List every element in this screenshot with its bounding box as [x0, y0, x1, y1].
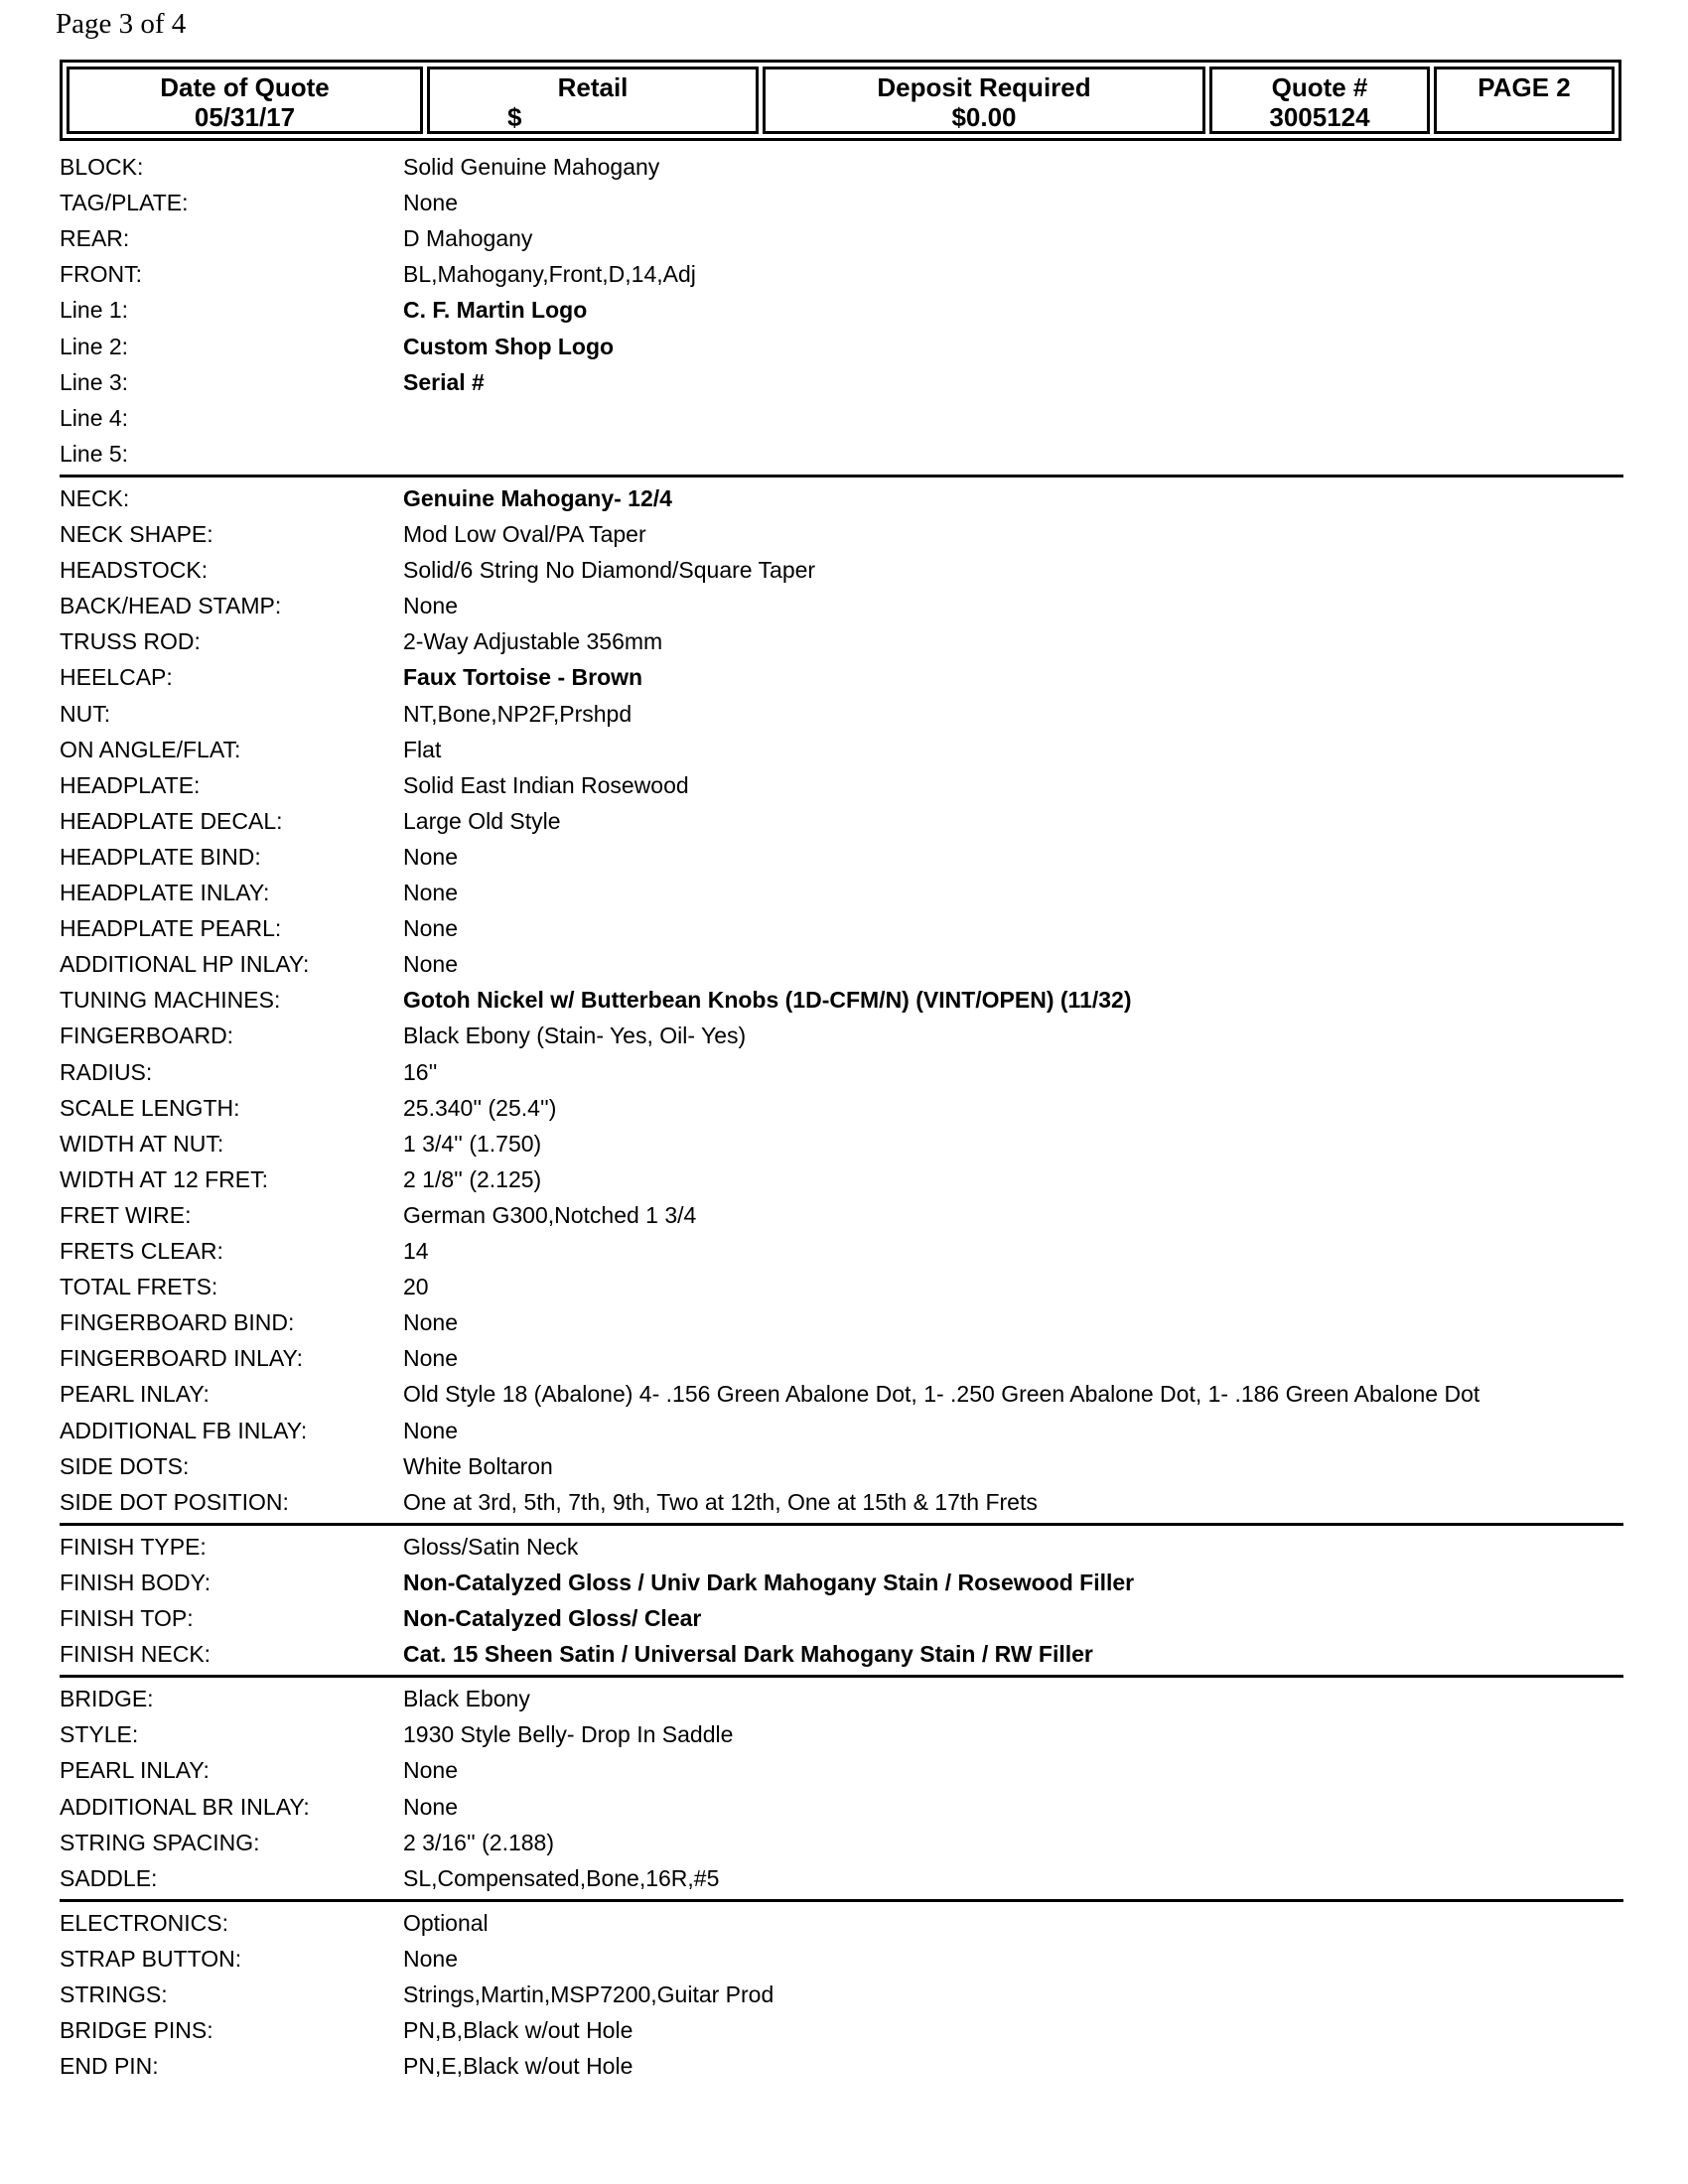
spec-label: FINISH TOP: [60, 1605, 194, 1631]
spec-label: NECK SHAPE: [60, 521, 213, 547]
retail-value: $ [507, 102, 522, 132]
spec-label: FINGERBOARD INLAY: [60, 1345, 303, 1372]
spec-label: Line 3: [60, 368, 129, 395]
spec-value: Serial # [403, 368, 485, 395]
section-divider [60, 1899, 1623, 1902]
spec-label: STYLE: [60, 1721, 139, 1748]
spec-value: Solid Genuine Mahogany [403, 154, 660, 180]
spec-value: Optional [403, 1909, 489, 1936]
spec-value: None [403, 1945, 458, 1972]
spec-label: BRIDGE PINS: [60, 2017, 213, 2044]
quote-number-cell [1209, 67, 1430, 134]
deposit-required-cell [763, 67, 1205, 134]
retail-title: Retail [557, 72, 629, 102]
spec-label: NUT: [60, 700, 111, 727]
spec-label: BACK/HEAD STAMP: [60, 593, 282, 619]
spec-label: RADIUS: [60, 1058, 153, 1085]
spec-value: None [403, 1793, 458, 1820]
spec-label: FRONT: [60, 261, 143, 288]
spec-value: Cat. 15 Sheen Satin / Universal Dark Mahogany Stain / RW Filler [403, 1641, 1093, 1668]
section-divider [60, 475, 1623, 478]
spec-value: 2-Way Adjustable 356mm [403, 628, 663, 655]
spec-label: TRUSS ROD: [60, 628, 201, 655]
quote-number-title: Quote # [1271, 72, 1368, 102]
spec-label: SIDE DOTS: [60, 1452, 190, 1479]
spec-value: Non-Catalyzed Gloss / Univ Dark Mahogany Stain / Rosewood Filler [403, 1569, 1135, 1595]
spec-label: HEADPLATE INLAY: [60, 880, 270, 905]
deposit-required-title: Deposit Required [877, 72, 1091, 102]
section-divider [60, 1523, 1623, 1526]
spec-value: None [403, 951, 458, 978]
spec-label: WIDTH AT 12 FRET: [60, 1165, 269, 1192]
spec-value: None [403, 1757, 458, 1784]
spec-value: Genuine Mahogany- 12/4 [403, 484, 672, 511]
spec-value: Gotoh Nickel w/ Butterbean Knobs (1D-CFM/N) (VINT/OPEN) (11/32) [403, 987, 1132, 1014]
spec-value: One at 3rd, 5th, 7th, 9th, Two at 12th, One at 15th & 17th Frets [403, 1488, 1038, 1515]
spec-value: C. F. Martin Logo [403, 297, 588, 324]
spec-value: SL,Compensated,Bone,16R,#5 [403, 1864, 720, 1891]
spec-label: BRIDGE: [60, 1686, 154, 1712]
page-cell-title: PAGE 2 [1477, 72, 1571, 102]
spec-label: REAR: [60, 225, 130, 252]
spec-label: FINISH TYPE: [60, 1533, 207, 1560]
spec-label: HEADPLATE PEARL: [60, 915, 282, 942]
spec-value: Non-Catalyzed Gloss/ Clear [403, 1605, 702, 1631]
spec-value: D Mahogany [403, 225, 533, 252]
spec-label: ADDITIONAL FB INLAY: [60, 1417, 308, 1443]
spec-value: 1930 Style Belly- Drop In Saddle [403, 1721, 734, 1748]
spec-label: ADDITIONAL HP INLAY: [60, 951, 310, 978]
spec-label: FINGERBOARD: [60, 1023, 234, 1049]
retail-cell [427, 67, 759, 134]
spec-label: Line 5: [60, 440, 129, 467]
spec-value: 20 [403, 1274, 429, 1300]
spec-value: None [403, 593, 458, 619]
spec-value: None [403, 190, 458, 216]
spec-label: FRETS CLEAR: [60, 1238, 223, 1264]
spec-value: Gloss/Satin Neck [403, 1533, 579, 1560]
spec-label: TAG/PLATE: [60, 190, 189, 216]
spec-value: Custom Shop Logo [403, 333, 615, 359]
spec-label: HEADPLATE DECAL: [60, 807, 283, 834]
spec-label: HEELCAP: [60, 664, 173, 691]
spec-value: None [403, 1417, 458, 1443]
spec-label: TOTAL FRETS: [60, 1274, 218, 1300]
spec-value: Solid/6 String No Diamond/Square Taper [403, 557, 816, 584]
spec-value: 14 [403, 1238, 429, 1264]
spec-value: Mod Low Oval/PA Taper [403, 521, 646, 547]
spec-value: Flat [403, 736, 442, 762]
spec-label: ELECTRONICS: [60, 1909, 228, 1936]
spec-label: TUNING MACHINES: [60, 987, 281, 1014]
spec-label: STRAP BUTTON: [60, 1945, 242, 1972]
date-of-quote-value: 05/31/17 [194, 102, 296, 132]
spec-label: Line 1: [60, 297, 129, 324]
spec-value: BL,Mahogany,Front,D,14,Adj [403, 261, 696, 288]
spec-value: None [403, 843, 458, 870]
spec-label: Line 2: [60, 333, 129, 359]
spec-label: HEADPLATE BIND: [60, 843, 261, 870]
page-number-label: Page 3 of 4 [56, 8, 187, 40]
spec-label: SADDLE: [60, 1864, 158, 1891]
spec-label: FINGERBOARD BIND: [60, 1309, 295, 1336]
spec-label: HEADSTOCK: [60, 557, 209, 584]
spec-value: Solid East Indian Rosewood [403, 771, 689, 798]
spec-value: Faux Tortoise - Brown [403, 664, 643, 691]
page-cell [1434, 67, 1615, 134]
spec-label: SIDE DOT POSITION: [60, 1488, 289, 1515]
spec-value: None [403, 915, 458, 942]
spec-label: Line 4: [60, 404, 129, 431]
spec-value: NT,Bone,NP2F,Prshpd [403, 700, 633, 727]
spec-label: NECK: [60, 484, 130, 511]
spec-label: END PIN: [60, 2053, 159, 2080]
date-of-quote-title: Date of Quote [160, 72, 330, 102]
spec-label: BLOCK: [60, 154, 144, 180]
spec-value: None [403, 880, 458, 905]
spec-value: Old Style 18 (Abalone) 4- .156 Green Abalone Dot, 1- .250 Green Abalone Dot, 1- .186 Green Abalone Dot [403, 1381, 1480, 1408]
spec-label: STRINGS: [60, 1981, 168, 2007]
spec-label: FRET WIRE: [60, 1201, 192, 1228]
spec-label: PEARL INLAY: [60, 1757, 210, 1784]
spec-value: 16'' [403, 1058, 438, 1085]
spec-value: Large Old Style [403, 807, 561, 834]
spec-value: White Boltaron [403, 1452, 553, 1479]
spec-value: Black Ebony (Stain- Yes, Oil- Yes) [403, 1023, 747, 1049]
spec-label: FINISH BODY: [60, 1569, 211, 1595]
date-of-quote-cell [67, 67, 423, 134]
spec-label: STRING SPACING: [60, 1829, 260, 1855]
spec-label: ON ANGLE/FLAT: [60, 736, 241, 762]
spec-value: 2 3/16'' (2.188) [403, 1829, 554, 1855]
spec-value: None [403, 1345, 458, 1372]
spec-value: German G300,Notched 1 3/4 [403, 1201, 697, 1228]
spec-value: PN,E,Black w/out Hole [403, 2053, 633, 2080]
spec-value: PN,B,Black w/out Hole [403, 2017, 633, 2044]
spec-label: ADDITIONAL BR INLAY: [60, 1793, 310, 1820]
spec-value: 2 1/8'' (2.125) [403, 1165, 542, 1192]
spec-value: Strings,Martin,MSP7200,Guitar Prod [403, 1981, 774, 2007]
deposit-required-value: $0.00 [951, 102, 1017, 132]
spec-value: Black Ebony [403, 1686, 530, 1712]
quote-number-value: 3005124 [1269, 102, 1370, 132]
spec-value: None [403, 1309, 458, 1336]
spec-label: PEARL INLAY: [60, 1381, 210, 1408]
spec-label: WIDTH AT NUT: [60, 1130, 224, 1157]
section-divider [60, 1675, 1623, 1678]
spec-value: 25.340'' (25.4'') [403, 1094, 557, 1121]
spec-label: SCALE LENGTH: [60, 1094, 240, 1121]
spec-label: HEADPLATE: [60, 771, 201, 798]
spec-label: FINISH NECK: [60, 1641, 211, 1668]
spec-value: 1 3/4'' (1.750) [403, 1130, 542, 1157]
quote-header-table [60, 60, 1621, 141]
